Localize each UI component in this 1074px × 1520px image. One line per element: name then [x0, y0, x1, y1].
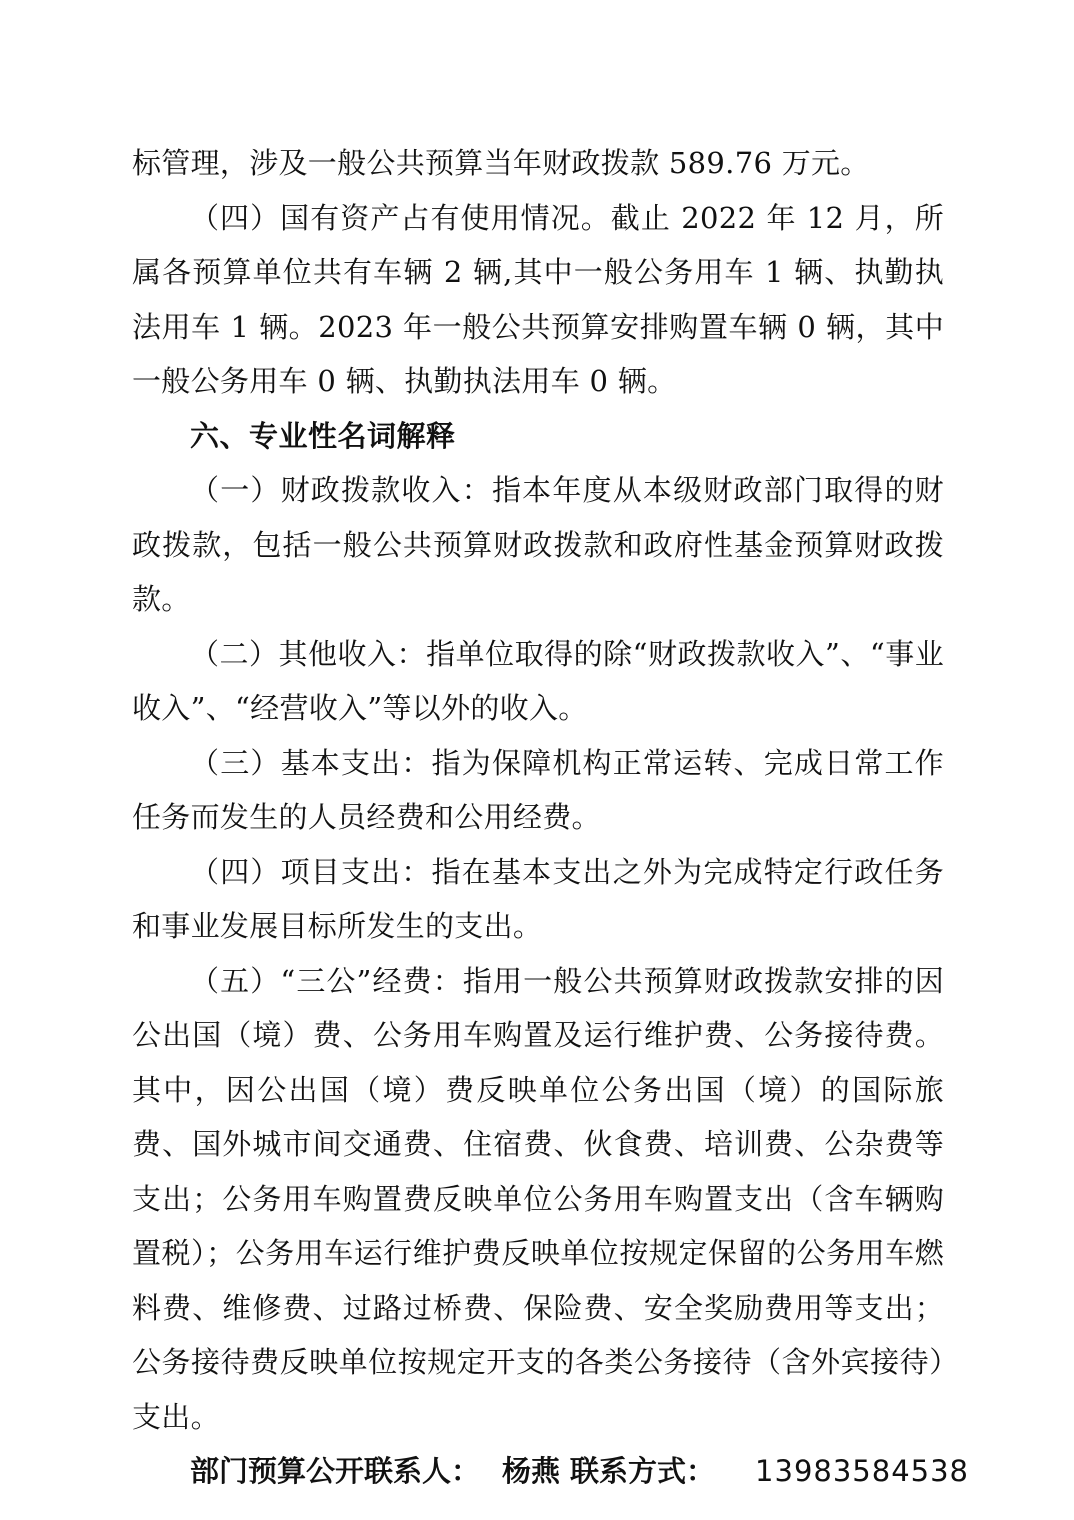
definition-other-income: （二）其他收入：指单位取得的除“财政拨款收入”、“事业收入”、“经营收入”等以外的收入。 [132, 636, 944, 725]
contact-line [132, 1444, 970, 1499]
section-heading: 六、专业性名词解释 [190, 418, 456, 453]
definition-basic-expenditure: （三）基本支出：指为保障机构正常运转、完成日常工作任务而发生的人员经费和公用经费。 [132, 745, 944, 834]
contact-method-label: 联系方式： [570, 1454, 716, 1488]
definition-three-public-expenses: （五）“三公”经费：指用一般公共预算财政拨款安排的因公出国（境）费、公务用车购置及运行维护费、公务接待费。其中，因公出国（境）费反映单位公务出国（境）的国际旅费、国外城市间交通费、住宿费、伙食费、培训费、公杂费等支出；公务用车购置费反映单位公务用车购置支出（含车辆购置税）；公务用车运行维护费反映单位按规定保留的公务用车燃料费、维修费、过路过桥费、保险费、安全奖励费用等支出；公务接待费反映单位按规定开支的各类公务接待（含外宾接待）支出。 [132, 963, 944, 1434]
paragraph-state-assets: （四）国有资产占有使用情况。截止 2022 年 12 月，所属各预算单位共有车辆 2 辆,其中一般公务用车 1 辆、执勤执法用车 1 辆。2023 年一般公共预算安排购置车辆 0 辆，其中一般公务用车 0 辆、执勤执法用车 0 辆。 [132, 200, 944, 398]
contact-phone: 13983584538 [755, 1454, 970, 1488]
definition-fiscal-appropriation-income: （一）财政拨款收入：指本年度从本级财政部门取得的财政拨款，包括一般公共预算财政拨款和政府性基金预算财政拨款。 [132, 473, 944, 616]
definition-project-expenditure: （四）项目支出：指在基本支出之外为完成特定行政任务和事业发展目标所发生的支出。 [132, 854, 944, 943]
contact-label: 部门预算公开联系人： [190, 1454, 481, 1488]
document-body [132, 136, 970, 1499]
contact-name: 杨燕 [502, 1454, 561, 1488]
paragraph-continuation: 标管理，涉及一般公共预算当年财政拨款 589.76 万元。 [132, 146, 870, 180]
